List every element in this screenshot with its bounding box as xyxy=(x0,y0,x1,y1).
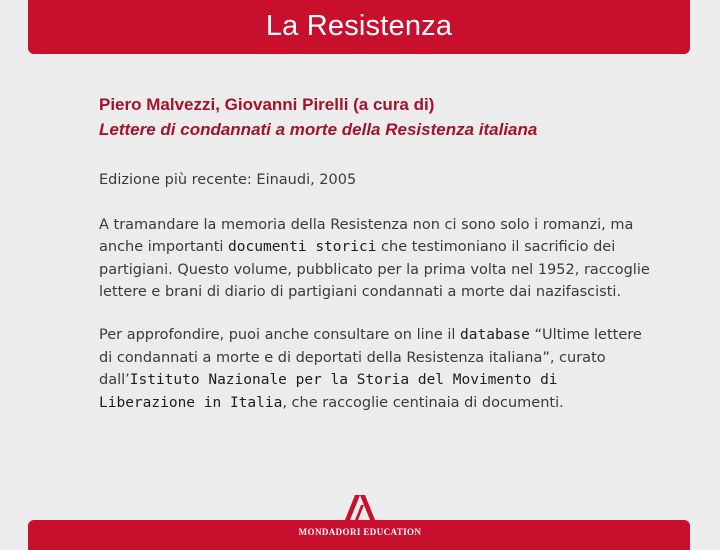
slide-content xyxy=(99,92,659,414)
paragraph-database xyxy=(99,324,659,414)
slide-title: La Resistenza xyxy=(265,9,453,42)
mondadori-education-logo xyxy=(280,492,440,540)
book-author: Piero Malvezzi, Giovanni Pirelli (a cura di) xyxy=(99,95,435,114)
book-title: Lettere di condannati a morte della Resistenza italiana xyxy=(99,120,538,139)
logo-wordmark: MONDADORI EDUCATION xyxy=(298,527,422,537)
emphasis-database: database xyxy=(460,326,530,343)
paragraph-database-text-middle: “Ultime lettere di condannati a morte e di deportati della Resistenza italiana”, curato dall’ xyxy=(99,326,642,389)
header-bar xyxy=(28,0,690,54)
emphasis-documenti-storici: documenti storici xyxy=(228,239,377,256)
paragraph-intro-text-before: A tramandare la memoria della Resistenza non ci sono solo i romanzi, ma anche importanti xyxy=(99,216,634,256)
mondadori-m-logo-icon xyxy=(340,492,380,526)
paragraph-intro xyxy=(99,214,659,304)
edition-info: Edizione più recente: Einaudi, 2005 xyxy=(99,172,357,188)
paragraph-intro-text-after: che testimoniano il sacrificio dei partigiani. Questo volume, pubblicato per la prima volta nel 1952, raccoglie lettere e brani di diario di partigiani condannati a morte dai nazifascisti. xyxy=(99,239,650,301)
paragraph-database-text-after: , che raccoglie centinaia di documenti. xyxy=(282,394,564,411)
paragraph-database-text-before: Per approfondire, puoi anche consultare on line il xyxy=(99,326,461,343)
emphasis-istituto: Istituto Nazionale per la Storia del Movimento di Liberazione in Italia xyxy=(99,372,558,411)
